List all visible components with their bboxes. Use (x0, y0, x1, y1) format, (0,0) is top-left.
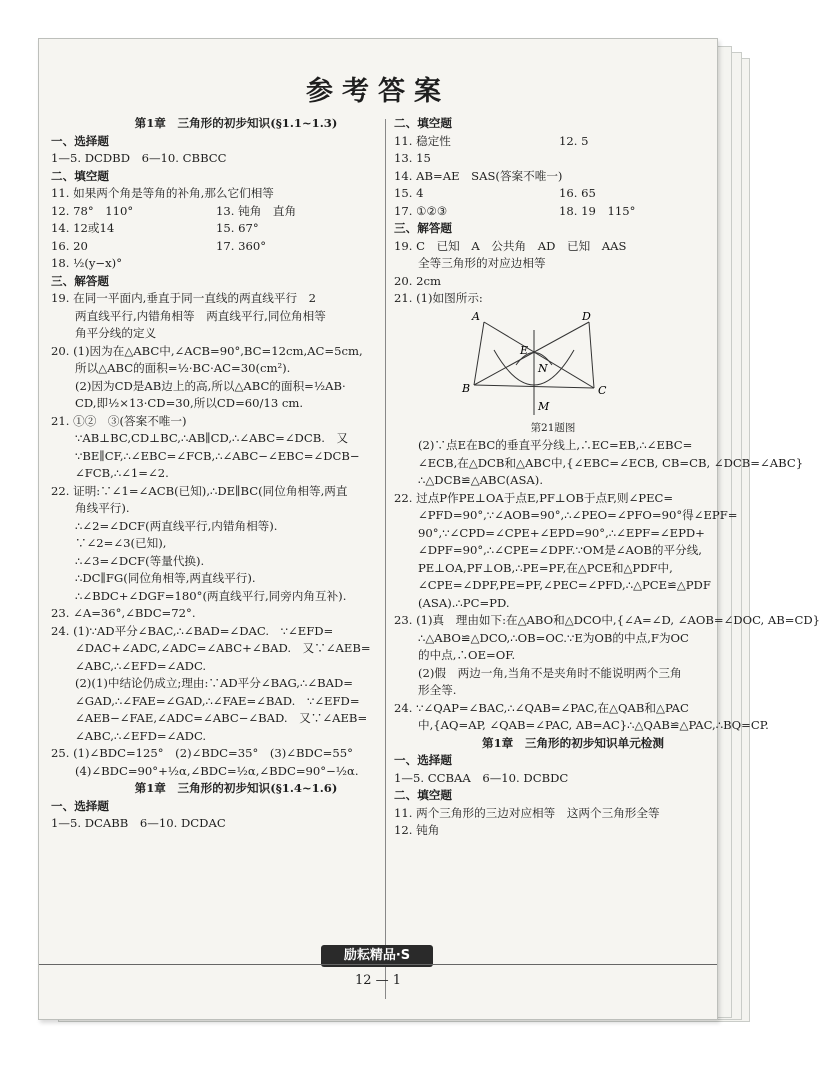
answer-line (394, 290, 712, 308)
answer-line (51, 220, 381, 238)
answer-text: ∴∠3=∠DCF(等量代换). (75, 553, 205, 568)
diagram-label-B: B (462, 381, 471, 395)
answer-line (51, 623, 381, 641)
answer-text: 24. (1)∵AD平分∠BAC,∴∠BAD=∠DAC. ∵∠EFD= (51, 623, 334, 638)
answer-text: 15. 67° (216, 221, 259, 235)
answer-text: 21. (1)如图所示: (394, 291, 483, 305)
answer-line (51, 675, 381, 693)
answer-line (394, 507, 738, 525)
answer-line (394, 472, 712, 490)
answer-line (394, 822, 712, 840)
answer-line (394, 682, 712, 700)
footer-brand: 励耘精品·S (321, 945, 433, 967)
answer-line (394, 273, 712, 291)
figure-21-diagram (454, 310, 614, 420)
answer-text: 12. 5 (559, 133, 589, 148)
answer-text: (4)∠BDC=90°+½α,∠BDC=½α,∠BDC=90°−½α. (75, 763, 359, 778)
answer-line (394, 612, 820, 630)
answer-line (394, 490, 712, 508)
answer-line (51, 658, 381, 676)
answer-line (394, 735, 712, 753)
answer-text: 22. 证明:∵∠1=∠ACB(已知),∴DE∥BC(同位角相等,两直 (51, 483, 348, 498)
footer-rule (39, 964, 717, 965)
answer-line (51, 308, 381, 326)
answer-text: 第1章 三角形的初步知识单元检测 (482, 735, 664, 750)
answer-text: 16. 20 (51, 238, 88, 253)
answer-text: 21. ①② ③(答案不唯一) (51, 413, 187, 428)
answer-line (51, 780, 381, 798)
answer-line (51, 728, 381, 746)
answer-line (51, 570, 381, 588)
answer-text: 20. 2cm (394, 273, 441, 288)
answer-text: ∠PFD=90°,∵∠AOB=90°,∴∠PEO=∠PFO=90°得∠EPF= (418, 508, 738, 522)
answer-text: 二、填空题 (394, 788, 452, 802)
answer-text: ∴DC∥FG(同位角相等,两直线平行). (75, 571, 256, 585)
answer-line (51, 150, 381, 168)
answer-line (394, 787, 712, 805)
answer-text: ∠CPE=∠DPF,PE=PF,∠PEC=∠PFD,∴△PCE≌△PDF (418, 578, 711, 592)
answer-line (51, 255, 381, 273)
answer-text: 第1章 三角形的初步知识(§1.1~1.3) (134, 116, 338, 130)
answer-line (394, 630, 712, 648)
page-title: 参考答案 (306, 76, 450, 107)
answer-line (394, 238, 712, 256)
answer-text: ∴△DCB≌△ABC(ASA). (418, 473, 544, 487)
answer-line (51, 343, 381, 361)
answer-text: 二、填空题 (51, 168, 109, 183)
answer-line (51, 290, 381, 308)
answer-text: 三、解答题 (51, 273, 109, 288)
answer-text: 22. 过点P作PE⊥OA于点E,PF⊥OB于点F,则∠PEC= (394, 490, 674, 505)
answer-line (51, 763, 381, 781)
answer-line (51, 798, 381, 816)
answer-text: ∠ECB,在△DCB和△ABC中,{∠EBC=∠ECB, CB=CB, ∠DCB=∠ABC} (418, 455, 804, 470)
answer-text: 18. 19 115° (559, 203, 636, 218)
answer-text: PE⊥OA,PF⊥OB,∴PE=PF,在△PCE和△PDF中, (418, 560, 673, 575)
answer-text: ∵∠2=∠3(已知), (75, 536, 167, 550)
answer-text: ∠GAD,∴∠FAE=∠GAD,∴∠FAE=∠BAD. ∵∠EFD= (75, 693, 360, 708)
answer-text: 12. 钝角 (394, 823, 440, 837)
answer-line (51, 553, 381, 571)
answer-text: 三、解答题 (394, 221, 452, 235)
answer-text: 1—5. DCABB 6—10. DCDAC (51, 816, 226, 830)
answer-text: 11. 两个三角形的三边对应相等 这两个三角形全等 (394, 805, 660, 820)
answer-line (51, 325, 381, 343)
answer-line (51, 448, 381, 466)
answer-line (394, 220, 712, 238)
answer-line (394, 665, 712, 683)
answer-line (394, 700, 712, 718)
answer-text: ∠FCB,∴∠1=∠2. (75, 466, 169, 480)
answer-line (51, 640, 381, 658)
answer-text: 13. 钝角 直角 (216, 203, 297, 218)
answer-line (394, 595, 712, 613)
answer-line (51, 395, 381, 413)
answer-line (394, 115, 712, 133)
answer-text: 11. 稳定性 (394, 133, 451, 148)
page-number: 12 — 1 (354, 973, 402, 988)
answer-line (394, 203, 712, 221)
answer-line (394, 185, 712, 203)
answer-line (51, 535, 381, 553)
answer-text: (2)假 两边一角,当角不是夹角时不能说明两个三角 (418, 665, 682, 680)
answer-text: 13. 15 (394, 151, 431, 165)
answer-line (394, 717, 769, 735)
answer-line (394, 560, 712, 578)
answer-line (394, 133, 712, 151)
answer-text: ∵BE∥CF,∴∠EBC=∠FCB,∴∠ABC−∠EBC=∠DCB− (75, 448, 360, 463)
answer-line (394, 420, 712, 438)
answer-text: 角线平行). (75, 501, 130, 515)
answer-text: 25. (1)∠BDC=125° (2)∠BDC=35° (3)∠BDC=55° (51, 746, 353, 760)
answer-text: 一、选择题 (394, 753, 452, 767)
answer-text: 角平分线的定义 (75, 326, 157, 340)
answer-line (394, 647, 712, 665)
answer-line (394, 525, 712, 543)
answer-page (38, 38, 820, 1020)
answer-text: 16. 65 (559, 186, 596, 200)
answer-line (394, 437, 712, 455)
answer-line (51, 378, 381, 396)
diagram-label-E: E (520, 343, 529, 357)
answer-text: (2)(1)中结论仍成立;理由:∵AD平分∠BAG,∴∠BAD= (75, 676, 353, 690)
answer-line (51, 518, 381, 536)
answer-line (51, 483, 381, 501)
answer-text: 全等三角形的对应边相等 (418, 256, 546, 270)
answer-text: 14. 12或14 (51, 221, 115, 235)
answer-line (394, 770, 712, 788)
answer-text: (2)∵点E在BC的垂直平分线上,∴EC=EB,∴∠EBC= (418, 438, 693, 452)
answer-text: 19. C 已知 A 公共角 AD 已知 AAS (394, 238, 627, 253)
left-column (51, 115, 381, 833)
answer-line (51, 185, 381, 203)
diagram-line (589, 322, 594, 388)
answer-text: ∵AB⊥BC,CD⊥BC,∴AB∥CD,∴∠ABC=∠DCB. 又 (75, 431, 349, 445)
answer-line (394, 577, 712, 595)
answer-line (51, 465, 381, 483)
answer-text: ∠DAC+∠ADC,∠ADC=∠ABC+∠BAD. 又∵∠AEB= (75, 641, 371, 655)
answer-text: ∠ABC,∴∠EFD=∠ADC. (75, 728, 207, 743)
answer-text: 1—5. DCDBD 6—10. CBBCC (51, 151, 227, 165)
diagram-label-N: N (538, 361, 548, 375)
answer-line (51, 413, 381, 431)
answer-text: ∴△ABO≌△DCO,∴OB=OC.∵E为OB的中点,F为OC (418, 630, 689, 645)
answer-text: 19. 在同一平面内,垂直于同一直线的两直线平行 2 (51, 291, 317, 305)
answer-text: ∠DPF=90°,∴∠CPE=∠DPF.∵OM是∠AOB的平分线, (418, 543, 702, 557)
answer-line (51, 133, 381, 151)
diagram-label-C: C (598, 383, 607, 397)
answer-line (51, 588, 381, 606)
answer-text: 11. 如果两个角是等角的补角,那么它们相等 (51, 186, 274, 200)
answer-text: 17. 360° (216, 238, 267, 253)
answer-text: 17. ①②③ (394, 203, 448, 218)
answer-line (394, 752, 712, 770)
answer-text: (2)因为CD是AB边上的高,所以△ABC的面积=½AB· (75, 378, 346, 393)
answer-text: 第1章 三角形的初步知识(§1.4~1.6) (134, 781, 338, 795)
diagram-line (484, 322, 594, 388)
answer-text: 第21题图 (530, 421, 576, 434)
column-divider (385, 119, 386, 999)
answer-text: 23. ∠A=36°,∠BDC=72°. (51, 606, 196, 620)
answer-line (51, 115, 381, 133)
answer-text: 一、选择题 (51, 798, 109, 813)
diagram-label-A: A (472, 309, 480, 323)
answer-line (51, 430, 381, 448)
answer-text: 12. 78° 110° (51, 203, 134, 218)
answer-text: 20. (1)因为在△ABC中,∠ACB=90°,BC=12cm,AC=5cm, (51, 343, 363, 358)
answer-text: 的中点,∴OE=OF. (418, 648, 516, 662)
answer-line (51, 203, 381, 221)
answer-line (394, 168, 712, 186)
answer-line (394, 542, 712, 560)
answer-line (51, 605, 381, 623)
diagram-label-D: D (582, 309, 591, 323)
answer-text: (ASA).∴PC=PD. (418, 595, 510, 610)
answer-text: 所以△ABC的面积=½·BC·AC=30(cm²). (75, 361, 291, 375)
answer-line (51, 815, 381, 833)
answer-text: 24. ∵∠QAP=∠BAC,∴∠QAB=∠PAC,在△QAB和△PAC (394, 700, 689, 715)
answer-text: 15. 4 (394, 186, 424, 200)
answer-line (51, 693, 381, 711)
answer-text: ∠AEB−∠FAE,∠ADC=∠ABC−∠BAD. 又∵∠AEB= (75, 711, 368, 725)
answer-line (394, 255, 712, 273)
answer-line (51, 710, 381, 728)
diagram-line (474, 322, 484, 385)
answer-line (51, 238, 381, 256)
answer-line (394, 455, 804, 473)
answer-text: 23. (1)真 理由如下:在△ABO和△DCO中,{∠A=∠D, ∠AOB=∠DOC, AB=CD} (394, 613, 820, 627)
answer-line (51, 360, 381, 378)
answer-line (394, 805, 712, 823)
answer-text: ∴∠2=∠DCF(两直线平行,内错角相等). (75, 518, 278, 533)
answer-text: 一、选择题 (51, 133, 109, 148)
answer-text: 二、填空题 (394, 116, 452, 130)
answer-text: ∴∠BDC+∠DGF=180°(两直线平行,同旁内角互补). (75, 588, 347, 603)
answer-text: 1—5. CCBAA 6—10. DCBDC (394, 770, 569, 785)
answer-line (51, 745, 381, 763)
answer-text: 90°,∵∠CPD=∠CPE+∠EPD=90°,∴∠EPF=∠EPD+ (418, 525, 705, 540)
answer-text: 18. ½(y−x)° (51, 256, 123, 270)
answer-line (51, 273, 381, 291)
answer-text: 中,{AQ=AP, ∠QAB=∠PAC, AB=AC}∴△QAB≌△PAC,∴BQ=CP. (418, 718, 769, 732)
answer-line (394, 150, 712, 168)
answer-text: 14. AB=AE SAS(答案不唯一) (394, 168, 563, 183)
answer-text: 形全等. (418, 683, 457, 697)
answer-line (51, 168, 381, 186)
diagram-label-M: M (538, 399, 550, 413)
answer-text: ∠ABC,∴∠EFD=∠ADC. (75, 658, 207, 673)
answer-line (51, 500, 381, 518)
answer-text: CD,即½×13·CD=30,所以CD=60/13 cm. (75, 396, 304, 410)
answer-text: 两直线平行,内错角相等 两直线平行,同位角相等 (75, 308, 326, 323)
right-column (394, 115, 820, 840)
